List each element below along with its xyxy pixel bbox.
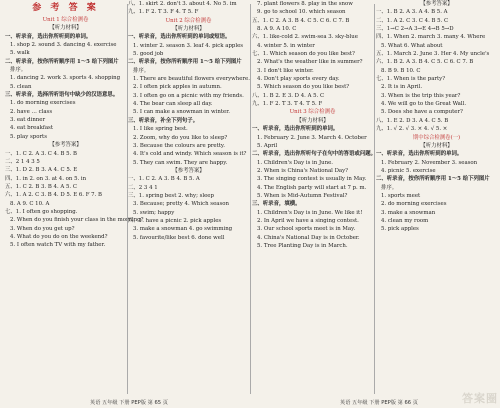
answer-line: 2. In April we have a singing contest. <box>257 217 359 224</box>
answer-line: 九、1. F 2. T 3. F 4. T 5. F <box>128 9 199 16</box>
answer-line: 5. What 6. What about <box>381 42 443 49</box>
answer-line: 二、听录音，按你所听顺序用 1～5 给下列图片 <box>5 58 119 65</box>
answer-line: 5. walk <box>10 50 30 57</box>
answer-line: 3. Because; pretty 4. Which season <box>133 201 229 208</box>
answer-line: 5. Does she have a computer? <box>381 109 463 116</box>
answer-line: 二、听录音，按你所听顺序用 1～5 给下列图片 <box>128 59 242 66</box>
answer-line: 4. What do you do on the weekend? <box>10 233 108 240</box>
answer-line: 五、1. C 2. A 3. B 4. C 5. C 6. C 7. B <box>252 17 350 24</box>
answer-line: 5. Tree Planting Day is in March. <box>257 242 348 249</box>
page-title: 参 考 答 案 <box>32 3 99 13</box>
answer-line: 四、1. have a picnic 2. pick apples <box>128 217 222 224</box>
section-label: 【参考答案】 <box>172 167 205 174</box>
answer-line: 5. I can make a snowman in winter. <box>133 109 230 116</box>
section-label: 【参考答案】 <box>49 142 82 149</box>
answer-line: 一、听录音，选出你所听到的单词。 <box>376 151 463 158</box>
page-footer <box>0 398 500 408</box>
answer-line: 八、1. E 2. D 3. A 4. C 5. B <box>376 117 449 124</box>
section-label: 【听力材料】 <box>296 117 329 124</box>
answer-line: 二、1. A 2. C 3. C 4. B 5. C <box>376 17 449 24</box>
answer-line: 三、1. D 2. B 3. A 4. C 5. E <box>5 167 78 174</box>
answer-line: 3. I don't like winter. <box>257 67 314 74</box>
answer-line: 5. I often watch TV with my father. <box>10 242 106 249</box>
answer-line: 三、听录音，选择所听语句中缺少的汉语意思。 <box>5 92 119 99</box>
answer-line: 4. China's National Day is in October. <box>257 234 360 241</box>
answer-line: 八、1. skirt 2. don't 3. about 4. No 5. im <box>128 1 237 7</box>
column-divider <box>374 4 375 394</box>
answer-line: 三、听录音，补全下列句子。 <box>128 117 199 124</box>
answer-line: 1. Children's Day is in June. We like it! <box>257 209 363 216</box>
answer-line: 3. make a snowman <box>381 209 436 216</box>
answer-column-4 <box>376 0 497 398</box>
answer-line: 2. do morning exercises <box>381 201 447 208</box>
answer-line: 2. Zoom, why do you like to sleep? <box>133 134 228 141</box>
answer-line: 四、1. When 2. march 3. many 4. Where <box>376 34 486 41</box>
footer-left-page-info: 英语 五年级 下册 PEP版 第 65 页 <box>90 400 168 406</box>
answer-line: 一、1. B 2. A 3. A 4. B 5. A <box>376 9 448 16</box>
answer-line: 2. When is China's National Day? <box>257 167 349 174</box>
answer-line: 5. Which season do you like best? <box>257 84 350 91</box>
answer-line: 六、1. like-cold 2. swim-sea 3. sky-blue <box>252 34 358 41</box>
answer-line: 2. have … class <box>10 108 53 115</box>
unit-heading: Unit 2 综合检测卷 <box>165 17 212 24</box>
answer-line: 3. The singing contest is usually in May. <box>257 176 367 183</box>
answer-line: 5. clean <box>10 83 32 90</box>
answer-line: 1. There are beautiful flowers everywhere. <box>133 76 250 83</box>
answer-line: 3. Our school sports meet is in May. <box>257 226 356 233</box>
answer-line: 2. What's the weather like in summer? <box>257 59 363 66</box>
answer-line: 1. Children's Day is in June. <box>257 159 333 166</box>
answer-line: 3. When is the trip this year? <box>381 92 461 99</box>
answer-line: 1. sports meet <box>381 192 421 199</box>
answer-line: 4. Don't play sports every day. <box>257 76 340 83</box>
answer-line: 5. good job <box>133 51 164 58</box>
answer-line: 5. play sports <box>10 133 47 140</box>
answer-line: 9. go to school 10. which season <box>257 9 346 16</box>
section-label: 【听力材料】 <box>420 142 453 149</box>
answer-line: 2. When do you finish your class in the morning? <box>10 217 144 224</box>
answer-line: 8. A 9. C 10. A <box>10 200 50 207</box>
answer-line: 1. winter 2. season 3. leaf 4. pick apples <box>133 42 244 49</box>
answer-line: 排序。 <box>381 184 398 191</box>
answer-line: 4. winter 5. in winter <box>257 42 315 49</box>
answer-line: 3. I often go on a picnic with my friends. <box>133 92 244 99</box>
answer-line: 7. plant flowers 8. play in the snow <box>257 1 353 7</box>
answer-line: 3. When do you get up? <box>10 225 75 232</box>
answer-line: 七、1. When is the party? <box>376 76 446 83</box>
answer-line: 4. The bear can sleep all day. <box>133 101 213 108</box>
answer-line: 5. pick apples <box>381 226 419 233</box>
answer-line: 排序。 <box>10 67 27 74</box>
page-divider <box>250 4 251 394</box>
answer-line: 一、听录音，选出你所听到的单词。 <box>5 33 92 40</box>
answer-line: 一、1. C 2. A 3. B 4. B 5. A <box>128 176 200 183</box>
section-label: 【听力材料】 <box>49 25 82 32</box>
answer-line: 六、1. A 2. C 3. B 4. D 5. E 6. F 7. B <box>5 192 102 199</box>
answer-line: 一、听录音，选出你所听到的单词。 <box>252 126 339 133</box>
answer-line: 3. eat dinner <box>10 117 46 124</box>
answer-line: 1. February 2. November 3. season <box>381 159 478 166</box>
answer-line: 5. When is Mid-Autumn Festival? <box>257 192 348 199</box>
answer-line: 二、听录音，按你所听顺序用 1～5 给下列图片 <box>376 176 490 183</box>
answer-line: 3. Because the colours are pretty. <box>133 142 225 149</box>
answer-line: 5. They can swim. They are happy. <box>133 159 228 166</box>
unit-heading: Unit 3 综合检测卷 <box>289 109 336 116</box>
answer-line: 5. swim; happy <box>133 209 175 216</box>
answer-line: 一、1. C 2. A 3. C 4. B 5. B <box>5 150 77 157</box>
answer-line: 4. eat breakfast <box>10 125 53 132</box>
unit-heading: 期中综合检测卷(一) <box>412 134 461 141</box>
answer-line: 2. I often pick apples in autumn. <box>133 84 222 91</box>
answer-line: 七、1. Which season do you like best? <box>252 51 355 58</box>
answer-line: 1. do morning exercises <box>10 100 76 107</box>
answer-line: 3. make a snowman 4. go swimming <box>133 226 233 233</box>
answer-line: 九、1. √ 2. √ 3. × 4. √ 5. × <box>376 126 448 133</box>
answer-line: 三、1. spring best 2. why; sleep <box>128 192 214 199</box>
watermark-logo: 答案圈 <box>462 392 498 405</box>
footer-right-page-info: 英语 五年级 下册 PEP版 第 66 页 <box>340 400 418 406</box>
answer-line: 4. The English party will start at 7 p. m. <box>257 184 367 191</box>
answer-line: 九、1. F 2. T 3. T 4. T 5. F <box>252 101 323 108</box>
answer-line: 4. clean my room <box>381 217 429 224</box>
answer-line: 六、1. B 2. A 3. B 4. C 5. C 6. C 7. B <box>376 59 474 66</box>
answer-line: 五、1. March 2. June 3. Her 4. My uncle's <box>376 51 490 58</box>
answer-line: 三、听录音，填横。 <box>252 201 301 208</box>
answer-line: 5. favourite/like best 6. done well <box>133 234 225 241</box>
answer-line: 八、1. B 2. E 3. D 4. A 5. C <box>252 92 325 99</box>
answer-line: 三、1→C 2→A 3→E 4→B 5→D <box>376 26 454 33</box>
answer-line: 4. We will go to the Great Wall. <box>381 101 467 108</box>
answer-line: 8. A 9. A 10. C <box>257 26 297 33</box>
answer-line: 二、听录音，选出你所听句子在句中的答语或问题。 <box>252 151 376 158</box>
answer-line: 4. picnic 5. exercise <box>381 167 436 174</box>
answer-column-3 <box>252 0 376 398</box>
answer-line: 1. February 2. June 3. March 4. October <box>257 134 367 141</box>
answer-line: 二、2 1 4 3 5 <box>5 158 40 165</box>
answer-line: 1. I like spring best. <box>133 126 188 133</box>
answer-line: 排序。 <box>133 67 150 74</box>
section-label: 【听力材料】 <box>172 26 205 33</box>
answer-column-2 <box>128 0 249 398</box>
answer-line: 5. April <box>257 142 278 149</box>
answer-line: 七、1. I often go shopping. <box>5 208 78 215</box>
answer-line: 8. B 9. B 10. C <box>381 67 421 74</box>
answer-line: 2. It is in April. <box>381 84 423 91</box>
unit-heading: Unit 1 综合检测卷 <box>42 17 89 23</box>
answer-line: 4. It's cold and windy. Which season is it? <box>133 151 247 158</box>
answer-line: 五、1. C 2. B 3. B 4. A 5. C <box>5 183 77 190</box>
answer-line: 1. dancing 2. work 3. sports 4. shopping <box>10 75 121 82</box>
section-label: 【参考答案】 <box>420 1 453 7</box>
answer-line: 1. shop 2. sound 3. dancing 4. exercise <box>10 42 117 49</box>
answer-line: 一、听录音，选出你所听到的单词或短语。 <box>128 34 231 41</box>
answer-line: 四、1. in 2. on 3. at 4. on 5. in <box>5 175 87 182</box>
answer-line: 二、2 3 4 1 <box>128 184 158 191</box>
